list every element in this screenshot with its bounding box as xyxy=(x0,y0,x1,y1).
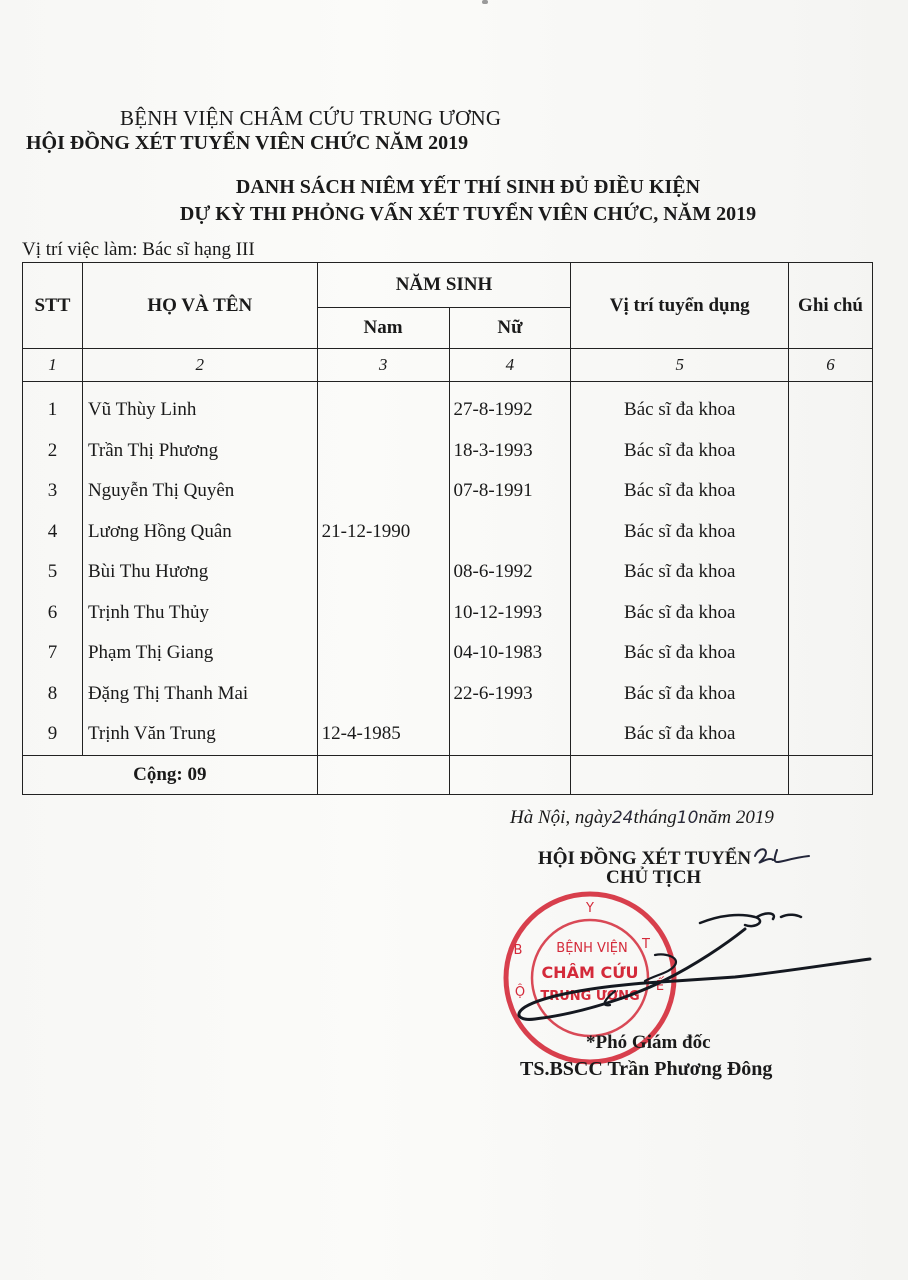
total-empty-cell xyxy=(571,755,789,794)
place-date-prefix: Hà Nội, ngày xyxy=(510,807,612,828)
table-row xyxy=(23,552,873,593)
cell-name: Trần Thị Phương xyxy=(82,431,317,472)
month-word: tháng xyxy=(633,807,677,828)
cell-female: 10-12-1993 xyxy=(449,593,571,634)
ink-mark xyxy=(482,0,488,4)
cell-position: Bác sĩ đa khoa xyxy=(571,633,789,674)
stamp-ring-letter: T xyxy=(642,937,650,952)
job-position-line: Vị trí việc làm: Bác sĩ hạng III xyxy=(22,239,255,260)
cell-note xyxy=(789,471,873,512)
document-title-line1: DANH SÁCH NIÊM YẾT THÍ SINH ĐỦ ĐIỀU KIỆN xyxy=(235,176,701,198)
cell-female: 08-6-1992 xyxy=(449,552,571,593)
handwritten-day: 24 xyxy=(611,808,634,828)
cell-male xyxy=(317,633,449,674)
year-part: năm 2019 xyxy=(698,807,774,828)
stamp-ring-letter: Ộ xyxy=(514,985,526,1000)
table-row xyxy=(23,633,873,674)
cell-note xyxy=(789,512,873,553)
cell-stt: 3 xyxy=(23,471,83,512)
cell-female: 04-10-1983 xyxy=(449,633,571,674)
cell-female: 22-6-1993 xyxy=(449,674,571,715)
column-number: 3 xyxy=(317,349,449,382)
header-note: Ghi chú xyxy=(789,263,873,349)
cell-note xyxy=(789,431,873,472)
council-name: HỘI ĐỒNG XÉT TUYỂN VIÊN CHỨC NĂM 2019 xyxy=(26,132,469,154)
document-title-line2: DỰ KỲ THI PHỎNG VẤN XÉT TUYỂN VIÊN CHỨC, NĂM 2019 xyxy=(179,203,757,225)
cell-note xyxy=(789,633,873,674)
cell-male xyxy=(317,593,449,634)
total-label: Cộng: 09 xyxy=(23,755,318,794)
place-and-date xyxy=(510,807,774,829)
column-number: 6 xyxy=(789,349,873,382)
signing-council-title xyxy=(538,842,813,870)
total-empty-cell xyxy=(449,755,571,794)
organization-name: BỆNH VIỆN CHÂM CỨU TRUNG ƯƠNG xyxy=(120,106,502,130)
cell-name: Trịnh Văn Trung xyxy=(82,714,317,755)
header-birth-year: NĂM SINH xyxy=(317,263,571,308)
handwritten-signature xyxy=(505,895,875,1035)
header-position: Vị trí tuyển dụng xyxy=(571,263,789,349)
cell-position: Bác sĩ đa khoa xyxy=(571,382,789,431)
chair-title: CHỦ TỊCH xyxy=(606,867,702,888)
cell-position: Bác sĩ đa khoa xyxy=(571,471,789,512)
cell-stt: 8 xyxy=(23,674,83,715)
cell-position: Bác sĩ đa khoa xyxy=(571,431,789,472)
table-row xyxy=(23,431,873,472)
cell-stt: 6 xyxy=(23,593,83,634)
cell-male xyxy=(317,382,449,431)
cell-male: 12-4-1985 xyxy=(317,714,449,755)
cell-position: Bác sĩ đa khoa xyxy=(571,552,789,593)
cell-name: Đặng Thị Thanh Mai xyxy=(82,674,317,715)
table-row xyxy=(23,714,873,755)
table-row xyxy=(23,471,873,512)
table-row xyxy=(23,674,873,715)
stamp-line2: CHÂM CỨU xyxy=(541,963,639,982)
cell-male: 21-12-1990 xyxy=(317,512,449,553)
cell-position: Bác sĩ đa khoa xyxy=(571,674,789,715)
column-number: 1 xyxy=(23,349,83,382)
table-row xyxy=(23,382,873,431)
cell-note xyxy=(789,593,873,634)
cell-position: Bác sĩ đa khoa xyxy=(571,512,789,553)
cell-name: Phạm Thị Giang xyxy=(82,633,317,674)
column-number: 5 xyxy=(571,349,789,382)
cell-stt: 4 xyxy=(23,512,83,553)
cell-male xyxy=(317,674,449,715)
cell-name: Bùi Thu Hương xyxy=(82,552,317,593)
cell-stt: 2 xyxy=(23,431,83,472)
cell-male xyxy=(317,471,449,512)
council-title-text: HỘI ĐỒNG XÉT TUYỂN xyxy=(538,848,752,869)
cell-stt: 1 xyxy=(23,382,83,431)
header-name: HỌ VÀ TÊN xyxy=(82,263,317,349)
column-number: 4 xyxy=(449,349,571,382)
cell-name: Nguyễn Thị Quyên xyxy=(82,471,317,512)
cell-name: Vũ Thùy Linh xyxy=(82,382,317,431)
cell-female xyxy=(449,714,571,755)
total-empty-cell xyxy=(789,755,873,794)
cell-name: Lương Hồng Quân xyxy=(82,512,317,553)
header-female: Nữ xyxy=(449,308,571,349)
cell-stt: 7 xyxy=(23,633,83,674)
total-row xyxy=(23,755,873,794)
handwritten-month: 10 xyxy=(676,808,699,828)
cell-female xyxy=(449,512,571,553)
table-row xyxy=(23,512,873,553)
cell-note xyxy=(789,674,873,715)
header-male: Nam xyxy=(317,308,449,349)
signer-name: TS.BSCC Trần Phương Đông xyxy=(520,1058,773,1080)
cell-stt: 5 xyxy=(23,552,83,593)
stamp-line3: TRUNG ƯƠNG xyxy=(540,989,640,1004)
column-number-row xyxy=(23,349,873,382)
stamp-ring-letter: Ế xyxy=(655,979,665,994)
cell-female: 07-8-1991 xyxy=(449,471,571,512)
cell-female: 18-3-1993 xyxy=(449,431,571,472)
cell-name: Trịnh Thu Thủy xyxy=(82,593,317,634)
table-row xyxy=(23,593,873,634)
cell-male xyxy=(317,552,449,593)
cell-note xyxy=(789,552,873,593)
cell-male xyxy=(317,431,449,472)
stamp-ring-letter: B xyxy=(513,943,523,958)
total-empty-cell xyxy=(317,755,449,794)
deputy-director-title: *Phó Giám đốc xyxy=(586,1032,711,1053)
cell-position: Bác sĩ đa khoa xyxy=(571,714,789,755)
column-number: 2 xyxy=(82,349,317,382)
stamp-line1: BỆNH VIỆN xyxy=(556,941,628,956)
header-stt: STT xyxy=(23,263,83,349)
cell-stt: 9 xyxy=(23,714,83,755)
cell-position: Bác sĩ đa khoa xyxy=(571,593,789,634)
handwritten-mark xyxy=(751,842,813,868)
stamp-ring-letter: Y xyxy=(586,901,594,916)
cell-note xyxy=(789,382,873,431)
cell-note xyxy=(789,714,873,755)
candidate-table xyxy=(22,262,873,795)
cell-female: 27-8-1992 xyxy=(449,382,571,431)
